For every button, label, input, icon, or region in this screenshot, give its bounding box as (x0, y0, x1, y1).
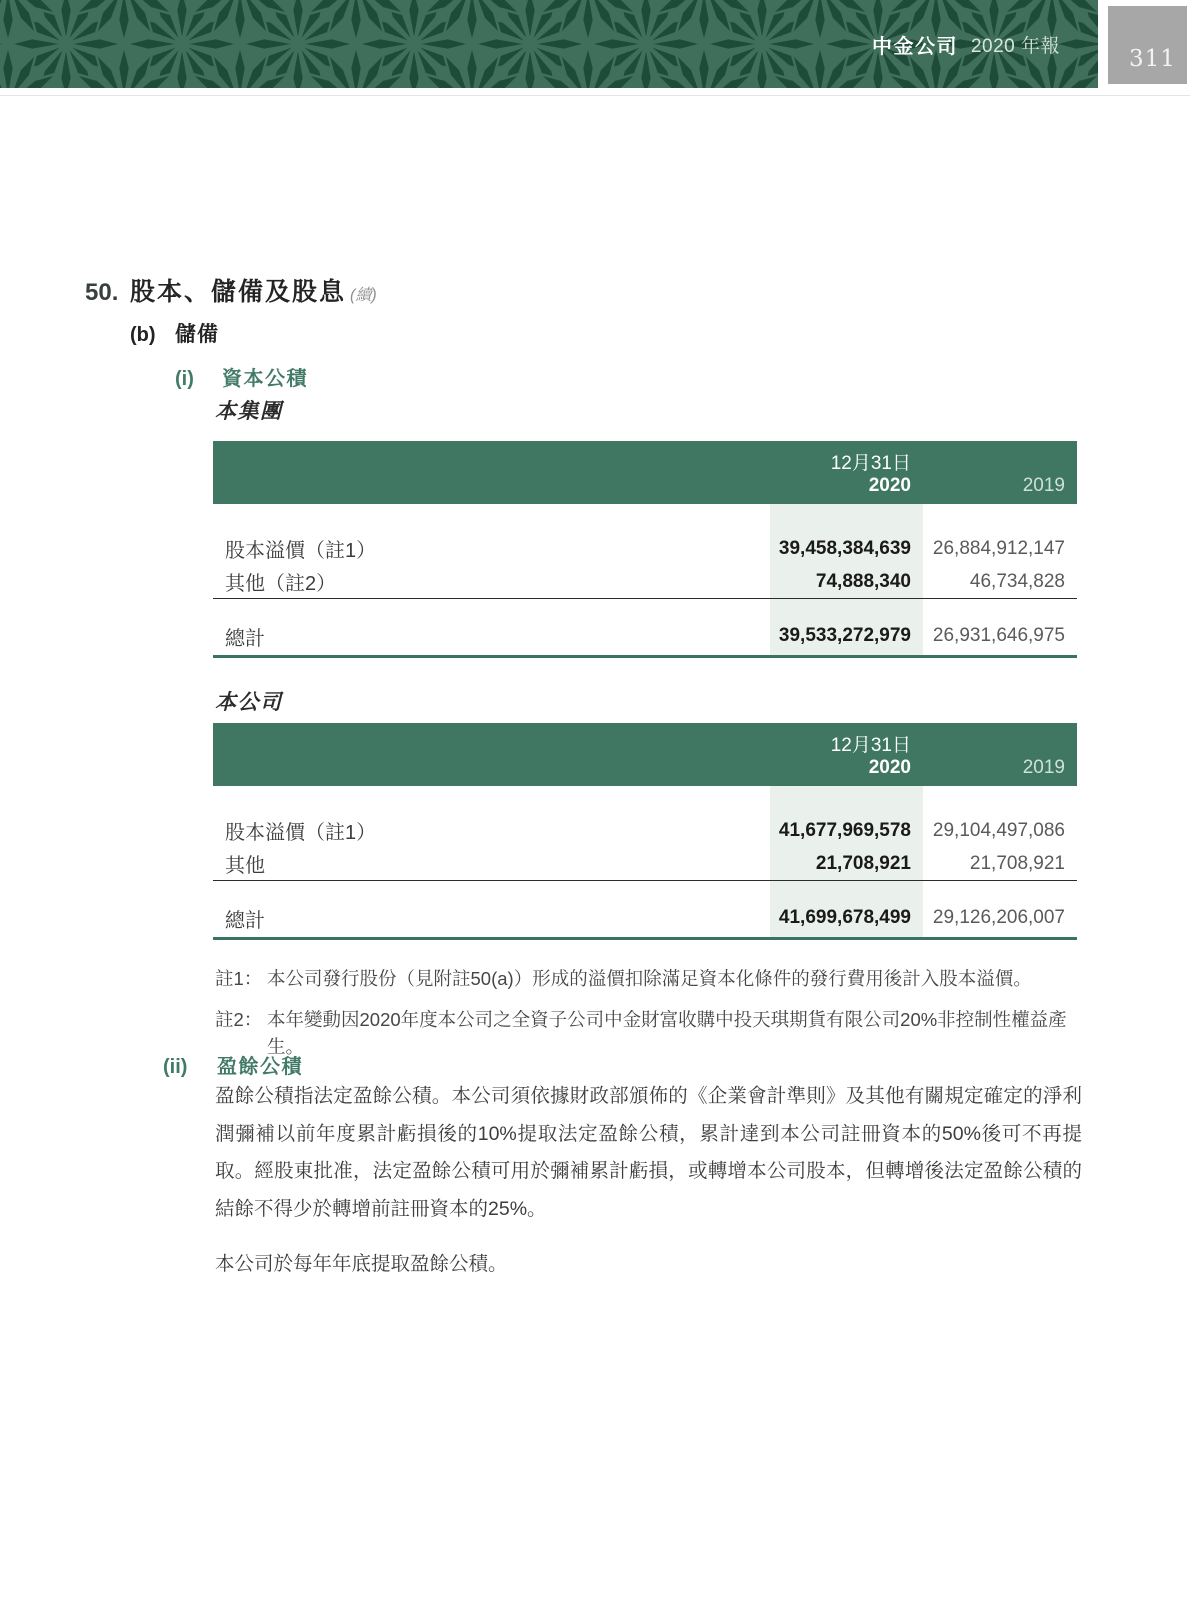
item-label: (i) (175, 368, 194, 390)
column-header-2020: 2020 (868, 757, 911, 778)
surplus-reserve-paragraph: 盈餘公積指法定盈餘公積。本公司須依據財政部頒佈的《企業會計準則》及其他有關規定確定的淨利潤彌補以前年度累計虧損後的10%提取法定盈餘公積，累計達到本公司註冊資本的50%後可不再提取。經股東批准，法定盈餘公積可用於彌補累計虧損，或轉增本公司股本，但轉增後法定盈餘公積的結餘不得少於轉增前註冊資本的25%。 (215, 1085, 1082, 1220)
value-2019: 21,708,921 (969, 852, 1065, 874)
closing-paragraph: 本公司於每年年底提取盈餘公積。 (215, 1253, 508, 1275)
row-label: 其他（註2） (225, 573, 337, 595)
footnote-text: 本公司發行股份（見附註50(a)）形成的溢價扣除滿足資本化條件的發行費用後計入股本溢價。 (267, 968, 1032, 989)
item-label: (ii) (163, 1056, 188, 1078)
row-label: 股本溢價（註1） (225, 822, 377, 844)
section-title: 股本、儲備及股息 (130, 278, 347, 306)
item-heading-capital-reserve (175, 362, 308, 391)
page-banner (0, 0, 1098, 88)
value-2020: 41,677,969,578 (778, 819, 911, 841)
company-name: 中金公司 (871, 35, 958, 58)
date-header: 12月31日 (830, 453, 911, 474)
report-year: 2020 年報 (970, 35, 1060, 57)
table-row (213, 565, 1077, 598)
section-heading (85, 272, 377, 308)
banner-divider (0, 95, 1190, 96)
table-header (213, 723, 1077, 786)
group-reserve-table (213, 441, 1077, 658)
footnote-label: 註2： (215, 1009, 263, 1030)
total-label: 總計 (225, 909, 265, 932)
subtotal-rule (213, 598, 1077, 599)
value-2020: 39,458,384,639 (778, 537, 911, 559)
table-caption-group: 本集團 (215, 400, 283, 423)
total-row (213, 899, 1077, 937)
subtotal-rule (213, 880, 1077, 881)
total-value-2020: 39,533,272,979 (778, 625, 911, 646)
date-header: 12月31日 (830, 735, 911, 756)
value-2019: 26,884,912,147 (932, 537, 1065, 559)
value-2020: 74,888,340 (815, 570, 911, 592)
row-label: 股本溢價（註1） (225, 540, 377, 562)
table-row (213, 532, 1077, 565)
table-body (213, 786, 1077, 940)
subsection-label: (b) (130, 324, 156, 346)
footnotes (215, 965, 1087, 1074)
company-reserve-table (213, 723, 1077, 940)
value-2019: 46,734,828 (969, 570, 1065, 592)
section-number: 50. (85, 279, 119, 306)
total-value-2020: 41,699,678,499 (778, 907, 911, 928)
footnote-1 (215, 965, 1087, 992)
value-2019: 29,104,497,086 (932, 819, 1065, 841)
total-row (213, 617, 1077, 655)
value-2020: 21,708,921 (815, 852, 911, 874)
footnote-label: 註1： (215, 968, 263, 989)
page-number-badge (1108, 6, 1187, 84)
column-header-2019: 2019 (1022, 475, 1065, 496)
total-value-2019: 26,931,646,975 (932, 625, 1065, 646)
section-continued-tag: (續) (350, 287, 377, 304)
item-title: 盈餘公積 (217, 1056, 303, 1078)
page-number: 311 (1129, 46, 1176, 72)
table-caption-company: 本公司 (215, 691, 283, 714)
row-label: 其他 (225, 855, 265, 877)
subsection-title: 儲備 (175, 323, 219, 346)
item-title: 資本公積 (222, 368, 308, 390)
table-row (213, 814, 1077, 847)
item-heading-surplus-reserve (163, 1050, 303, 1079)
footnote-text: 本年變動因2020年度本公司之全資子公司中金財富收購中投天琪期貨有限公司20%非控制性權益產生。 (267, 1009, 1067, 1057)
table-row (213, 847, 1077, 880)
table-body (213, 504, 1077, 658)
column-header-2019: 2019 (1022, 757, 1065, 778)
column-header-2020: 2020 (868, 475, 911, 496)
table-header (213, 441, 1077, 504)
total-label: 總計 (225, 627, 265, 650)
footnote-2 (215, 1006, 1087, 1060)
banner-caption (872, 0, 1060, 88)
subsection-heading (130, 318, 219, 348)
total-value-2019: 29,126,206,007 (932, 907, 1065, 928)
